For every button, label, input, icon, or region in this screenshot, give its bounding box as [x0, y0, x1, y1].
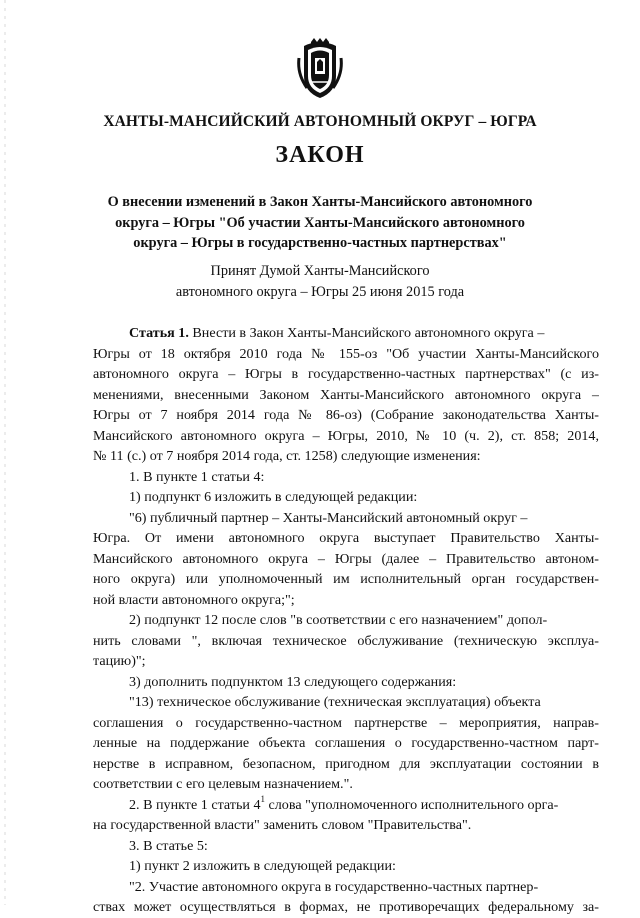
text-line: 1) пункт 2 изложить в следующей редакции: [129, 858, 396, 874]
text-line: 1. В пункте 1 статьи 4: [129, 468, 265, 485]
document-title: ЗАКОН [275, 142, 365, 168]
text-line: ствах может осуществляться в формах, не противоречащих федеральному за- [93, 899, 599, 915]
text-line: Югра. От имени автономного округа выступает Правительство Ханты- [93, 530, 599, 546]
text-line: менениями, внесенными Законом Ханты-Мансийского автономного округа – [93, 386, 599, 403]
region-name: ХАНТЫ-МАНСИЙСКИЙ АВТОНОМНЫЙ ОКРУГ – ЮГРА [103, 113, 537, 130]
text-line: ного округа) или уполномоченный им исполнительный орган государствен- [93, 571, 599, 587]
law-subject [0, 192, 640, 254]
article-body [93, 323, 599, 918]
text-fragment: 2. В пункте 1 статьи 4 [129, 796, 261, 813]
text-line: соглашения о государственно-частном партнерстве – мероприятия, направ- [93, 714, 599, 731]
adoption-note [0, 261, 640, 302]
text-line: 1) подпункт 6 изложить в следующей редакции: [129, 489, 418, 505]
text-line: на государственной власти" заменить словом "Правительства". [93, 817, 472, 833]
text-line: соответствии с его целевым назначением.". [93, 776, 353, 792]
text-line: тацию)"; [93, 653, 146, 669]
text-line: № 11 (с.) от 7 ноября 2014 года, ст. 1258) следующие изменения: [93, 448, 481, 464]
text-line: 3. В статье 5: [129, 837, 208, 854]
text-line: Мансийского автономного округа – Югры (далее – Правительство автоном- [93, 550, 599, 567]
text-line: ленные на поддержание объекта соглашения о государственно-частном парт- [93, 735, 599, 751]
subject-line: О внесении изменений в Закон Ханты-Мансийского автономного [107, 194, 533, 210]
adoption-line: автономного округа – Югры 25 июня 2015 года [175, 283, 465, 300]
article-1-heading-line [93, 323, 599, 344]
subject-line: округа – Югры в государственно-частных партнерствах" [133, 235, 507, 251]
text-line: ной власти автономного округа;"; [93, 591, 295, 608]
text-line: нить словами ", включая техническое обслуживание (техническую эксплуа- [93, 632, 599, 649]
scan-edge-mark [4, 0, 6, 905]
text-line: 3) дополнить подпунктом 13 следующего содержания: [129, 673, 457, 690]
text-line: "2. Участие автономного округа в государственно-частных партнер- [129, 878, 539, 895]
text-line: автономного округа – Югры в государственно-частных партнерствах" (с из- [93, 366, 599, 382]
article-label: Статья 1. [129, 325, 189, 341]
text-fragment: слова "уполномоченного исполнительного орга- [265, 796, 559, 813]
text-line [93, 795, 599, 816]
text-line: Мансийского автономного округа – Югры, 2010, № 10 (ч. 2), ст. 858; 2014, [93, 427, 599, 444]
subject-line: округа – Югры "Об участии Ханты-Мансийского автономного [115, 214, 525, 231]
text-line: Югры от 7 ноября 2014 года № 86-оз) (Собрание законодательства Ханты- [93, 407, 599, 423]
text-line: 2) подпункт 12 после слов "в соответствии с его назначением" допол- [129, 612, 548, 628]
text-line: нерстве в исправном, безопасном, пригодном для эксплуатации состоянии в [93, 755, 599, 772]
adoption-line: Принят Думой Ханты-Мансийского [210, 263, 430, 279]
text-line: Внести в Закон Ханты-Мансийского автономного округа – [188, 325, 545, 341]
coat-of-arms-emblem [297, 38, 343, 100]
article-superscript: 1 [260, 793, 265, 804]
text-line: Югры от 18 октября 2010 года № 155-оз "Об участии Ханты-Мансийского [93, 345, 599, 362]
text-line: "6) публичный партнер – Ханты-Мансийский автономный округ – [129, 509, 528, 526]
text-line: "13) техническое обслуживание (техническая эксплуатация) объекта [129, 694, 541, 710]
